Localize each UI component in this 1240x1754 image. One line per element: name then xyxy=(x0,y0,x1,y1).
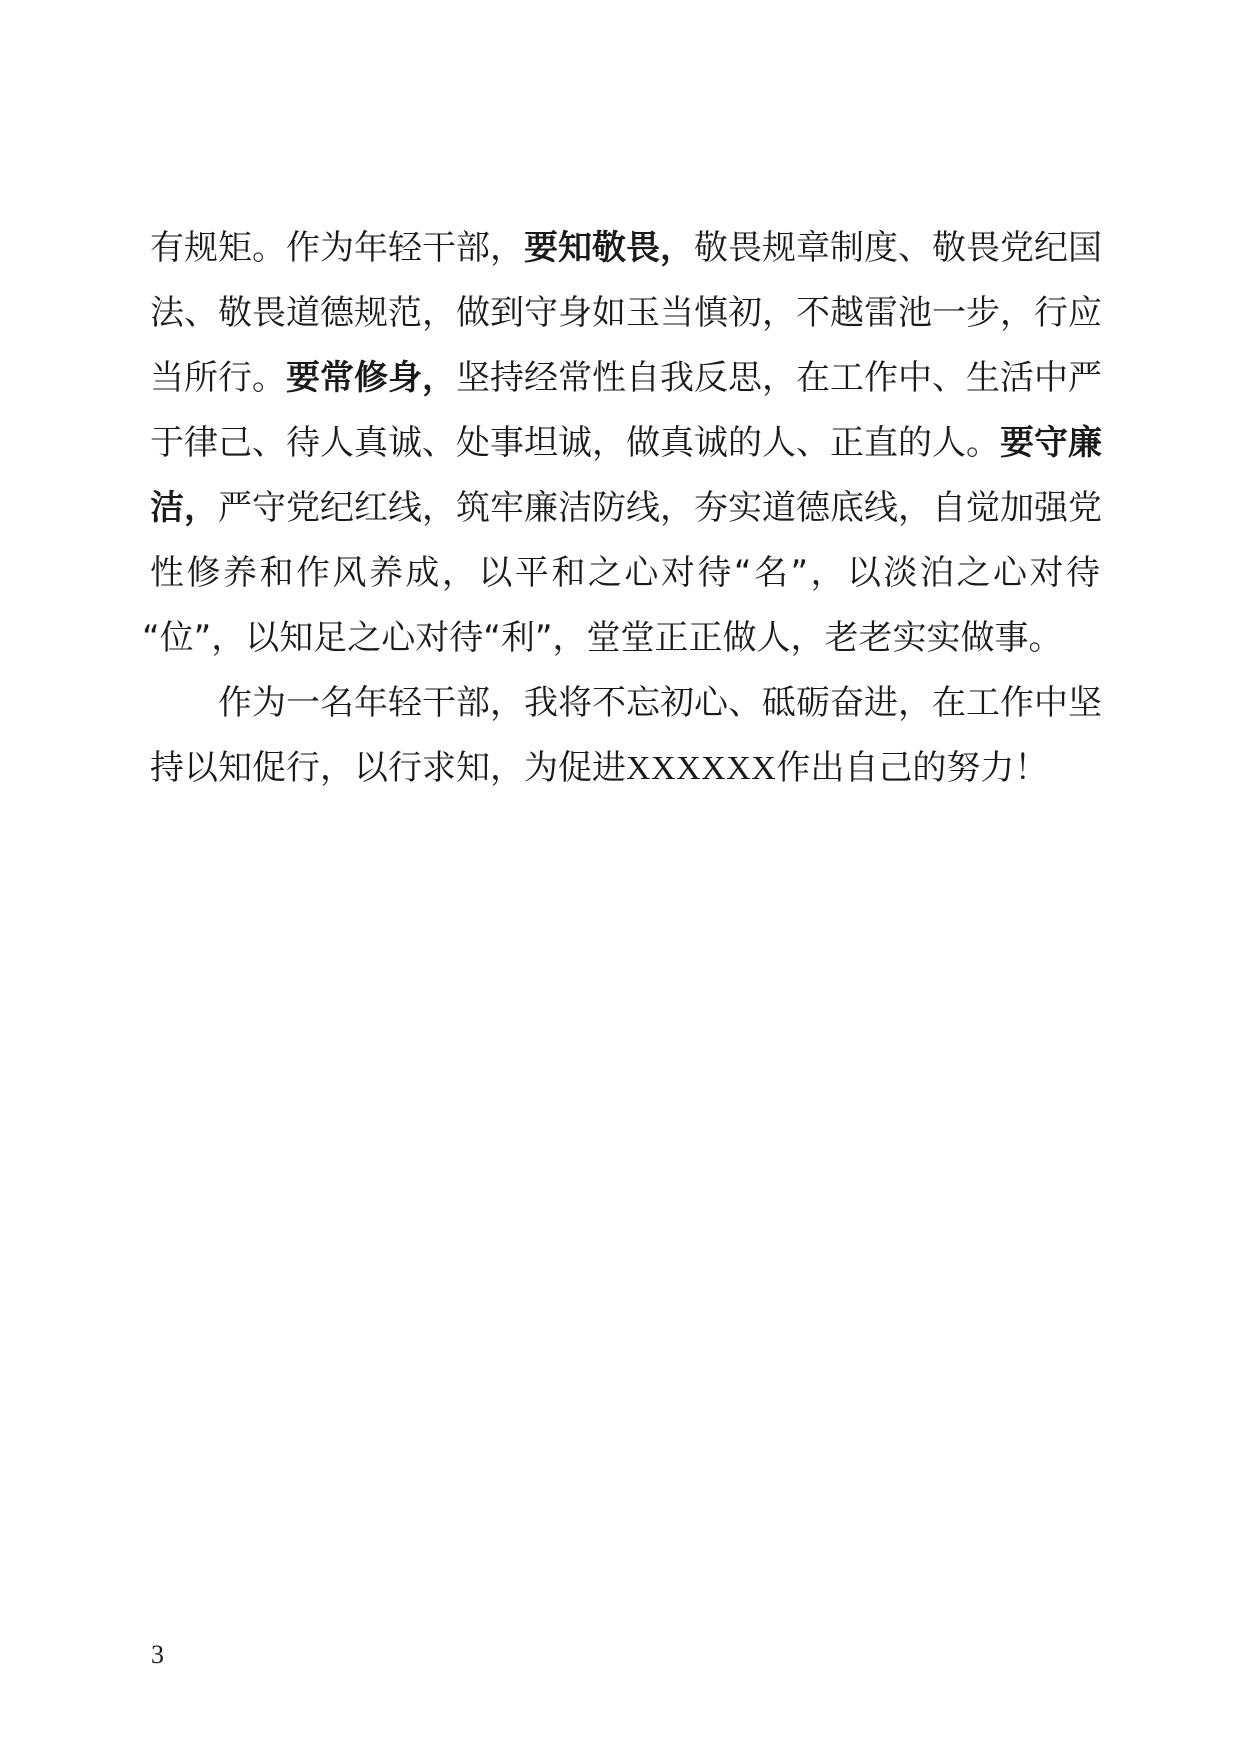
text-line: “位”，以知足之心对待“利”，堂堂正正做人，老老实实做事。 xyxy=(142,618,1063,658)
text-line: 法、敬畏道德规范，做到守身如玉当慎初，不越雷池一步，行应 xyxy=(150,293,1102,333)
text-run: 持以知促行，以行求知，为促进 xyxy=(150,748,626,788)
text-line xyxy=(150,216,1100,281)
placeholder-text: XXXXXX xyxy=(626,750,777,787)
text-run: 有规矩。作为年轻干部， xyxy=(150,228,524,268)
text-line xyxy=(150,476,1100,541)
bold-heading-phrase: 要知敬畏， xyxy=(524,228,694,268)
text-run: 敬畏规章制度、敬畏党纪国 xyxy=(694,228,1102,268)
text-line xyxy=(150,736,1100,801)
text-line: 作为一名年轻干部，我将不忘初心、砥砺奋进，在工作中坚 xyxy=(218,683,1102,723)
body-text xyxy=(142,216,1102,801)
text-run: 坚持经常性自我反思，在工作中、生活中严 xyxy=(456,358,1102,398)
text-run: 于律己、待人真诚、处事坦诚，做真诚的人、正直的人。 xyxy=(150,423,1000,463)
text-run: 当所行。 xyxy=(150,358,286,398)
text-line: 性修养和作风养成，以平和之心对待“名”，以淡泊之心对待 xyxy=(150,553,1100,593)
text-line xyxy=(150,346,1100,411)
text-run: 作出自己的努力！ xyxy=(776,748,1049,788)
bold-heading-phrase: 要常修身， xyxy=(286,358,456,398)
bold-heading-phrase: 要守廉 xyxy=(1000,423,1102,463)
text-line xyxy=(150,411,1100,476)
text-run: 严守党纪红线，筑牢廉洁防线，夯实道德底线，自觉加强党 xyxy=(218,488,1102,528)
page-number: 3 xyxy=(151,1640,164,1669)
bold-heading-phrase: 洁， xyxy=(150,488,218,528)
